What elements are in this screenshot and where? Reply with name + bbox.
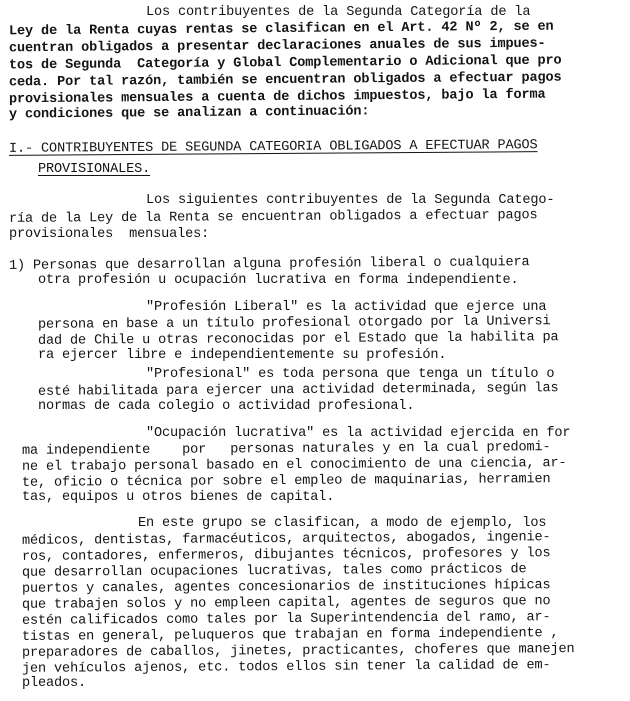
intro-line: tos de Segunda Categoría y Global Complementario o Adicional que pro [8, 53, 562, 74]
examples-line: que desarrollan ocupaciones lucrativas, tales como prácticos de [21, 562, 527, 581]
definition-line: ma independiente por personas naturales y en la cual predomi- [21, 440, 551, 459]
examples-line: tistas en general, peluqueros que trabajan en forma independiente , [21, 626, 559, 645]
examples-line: En este grupo se clasifican, a modo de ejemplo, los [138, 516, 547, 531]
intro-line: y condiciones que se analizan a continuación: [8, 104, 370, 123]
examples-line: médicos, dentistas, farmacéuticos, arquitectos, abogados, ingenie- [21, 530, 551, 549]
definition-line: te, oficio o técnica por sobre el empleo de maquinarias, herramien [21, 472, 551, 491]
section-heading: I.- CONTRIBUYENTES DE SEGUNDA CATEGORIA OBLIGADOS A EFECTUAR PAGOS [8, 138, 538, 157]
examples-line: estén calificados como tales por la Superintendencia del ramo, ar- [21, 610, 551, 629]
definition-line: ra ejercer libre e independientemente su profesión. [38, 348, 447, 363]
definition-line: "Ocupación lucrativa" es la actividad ejercida en for [146, 426, 571, 441]
definition-line: tas, equipos u otros bienes de capital. [22, 490, 335, 505]
lead-line: provisionales mensuales: [9, 227, 210, 242]
lead-line: Los siguientes contribuyentes de la Segunda Catego- [146, 193, 555, 208]
definition-line: esté habilitada para ejercer una actividad determinada, según las [37, 381, 559, 400]
intro-line: Los contribuyentes de la Segunda Categoría de la [146, 5, 531, 20]
list-item-1: 1) Personas que desarrollan alguna profesión liberal o cualquiera [8, 255, 530, 274]
examples-line: que trabajen solos y no empleen capital, agentes de seguros que no [21, 594, 551, 613]
intro-line: provisionales mensuales a cuenta de dichos impuestos, bajo la forma [8, 87, 546, 108]
intro-line: Ley de la Renta cuyas rentas se clasifican en el Art. 42 Nº 2, se en [8, 19, 554, 40]
definition-line: "Profesión Liberal" es la actividad que ejerce una [146, 300, 547, 315]
examples-line: ros, contadores, enfermeros, dibujantes técnicos, profesores y los [21, 546, 551, 565]
definition-line: persona en base a un título profesional otorgado por la Universi [37, 314, 551, 333]
examples-line: puertos y canales, agentes concesionarios de instituciones hípicas [21, 578, 551, 597]
definition-line: normas de cada colegio o actividad profesional. [38, 399, 415, 414]
examples-line: pleados. [22, 676, 87, 691]
intro-line: ceda. Por tal razón, también se encuentran obligados a efectuar pagos [8, 70, 562, 91]
definition-line: ne el trabajo personal basado en el conocimiento de una ciencia, ar- [21, 456, 567, 475]
definition-line: dad de Chile u otras reconocidas por el Estado que la habilita pa [37, 330, 559, 349]
section-heading-continued: PROVISIONALES. [38, 162, 151, 177]
list-item-1-continued: otra profesión u ocupación lucrativa en forma independiente. [38, 273, 519, 288]
definition-line: "Profesional" es toda persona que tenga un título o [146, 367, 555, 382]
lead-line: ría de la Ley de la Renta se encuentran obligados a efectuar pagos [8, 208, 538, 227]
examples-line: jen vehículos ajenos, etc. todos ellos sin tener la calidad de em- [21, 658, 551, 677]
intro-line: cuentran obligados a presentar declaraciones anuales de sus impues- [8, 36, 546, 57]
examples-line: preparadores de caballos, jinetes, practicantes, choferes que manejen [21, 642, 575, 661]
